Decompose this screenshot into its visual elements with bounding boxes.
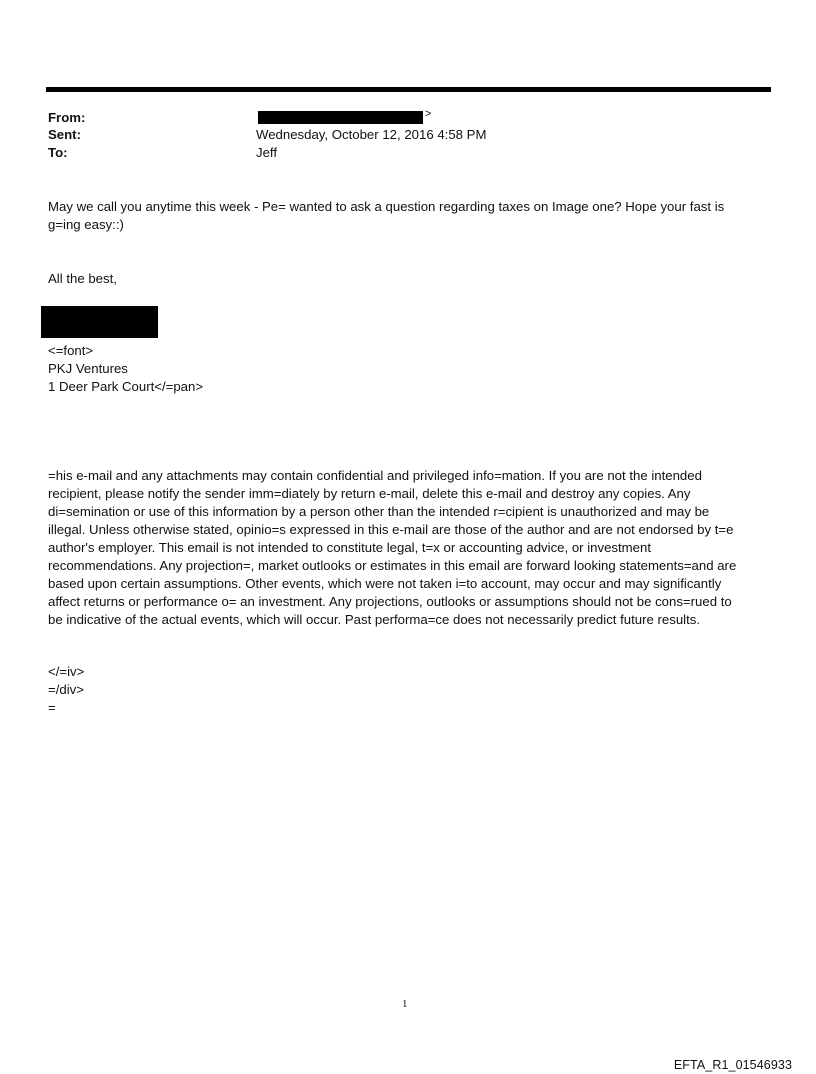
email-body: [48, 198, 768, 234]
page-number: 1: [402, 998, 408, 1010]
trailer: [48, 663, 768, 717]
to-value: Jeff: [256, 145, 278, 160]
sent-value: Wednesday, October 12, 2016 4:58 PM: [256, 127, 487, 142]
signature: [48, 342, 768, 396]
signature-address: 1 Deer Park Court</=pan>: [48, 379, 204, 394]
disclaimer-line: di=semination or use of this information by a person other than the intended r=cipient is unauthorized and may be: [48, 504, 710, 519]
disclaimer-line: recipient, please notify the sender imm=diately by return e-mail, delete this e-mail and destroy any copies. Any: [48, 486, 691, 501]
signature-company: PKJ Ventures: [48, 361, 128, 376]
trailer-line: </=iv>: [48, 664, 85, 679]
disclaimer-line: affect returns or performance o= an investment. Any projections, outlooks or assumptions should not be cons=rued to: [48, 594, 732, 609]
to-row: [48, 144, 768, 162]
closing: [48, 270, 768, 288]
from-redaction: [258, 111, 423, 124]
disclaimer-line: illegal. Unless otherwise stated, opinio=s expressed in this e-mail are those of the author and are not endorsed by t=e: [48, 522, 734, 537]
disclaimer-line: recommendations. Any projection=, market outlooks or estimates in this email are forward looking statements=and are: [48, 558, 737, 573]
header-rule: [46, 87, 771, 92]
sent-row: [48, 126, 768, 144]
closing-text: All the best,: [48, 271, 117, 286]
trailer-line: =: [48, 700, 56, 715]
body-line: May we call you anytime this week - Pe= wanted to ask a question regarding taxes on Image one? Hope your fast is: [48, 199, 725, 214]
trailer-line: =/div>: [48, 682, 84, 697]
disclaimer-line: be indicative of the actual events, which will occur. Past performa=ce does not necessarily predict future results.: [48, 612, 701, 627]
from-label: From:: [48, 110, 86, 125]
bates-number: EFTA_R1_01546933: [673, 1058, 792, 1072]
disclaimer: [48, 467, 768, 629]
disclaimer-line: author's employer. This email is not intended to constitute legal, t=x or accounting advice, or investment: [48, 540, 651, 555]
disclaimer-line: =his e-mail and any attachments may contain confidential and privileged info=mation. If you are not the intended: [48, 468, 702, 483]
disclaimer-line: based upon certain assumptions. Other events, which were not taken i=to account, may occur and may significantly: [48, 576, 722, 591]
to-label: To:: [48, 145, 68, 160]
sent-label: Sent:: [48, 127, 81, 142]
signature-name-redaction: [41, 306, 158, 338]
from-value-tail: >: [425, 108, 432, 120]
signature-line: <=font>: [48, 343, 94, 358]
body-line: g=ing easy::): [48, 217, 124, 232]
